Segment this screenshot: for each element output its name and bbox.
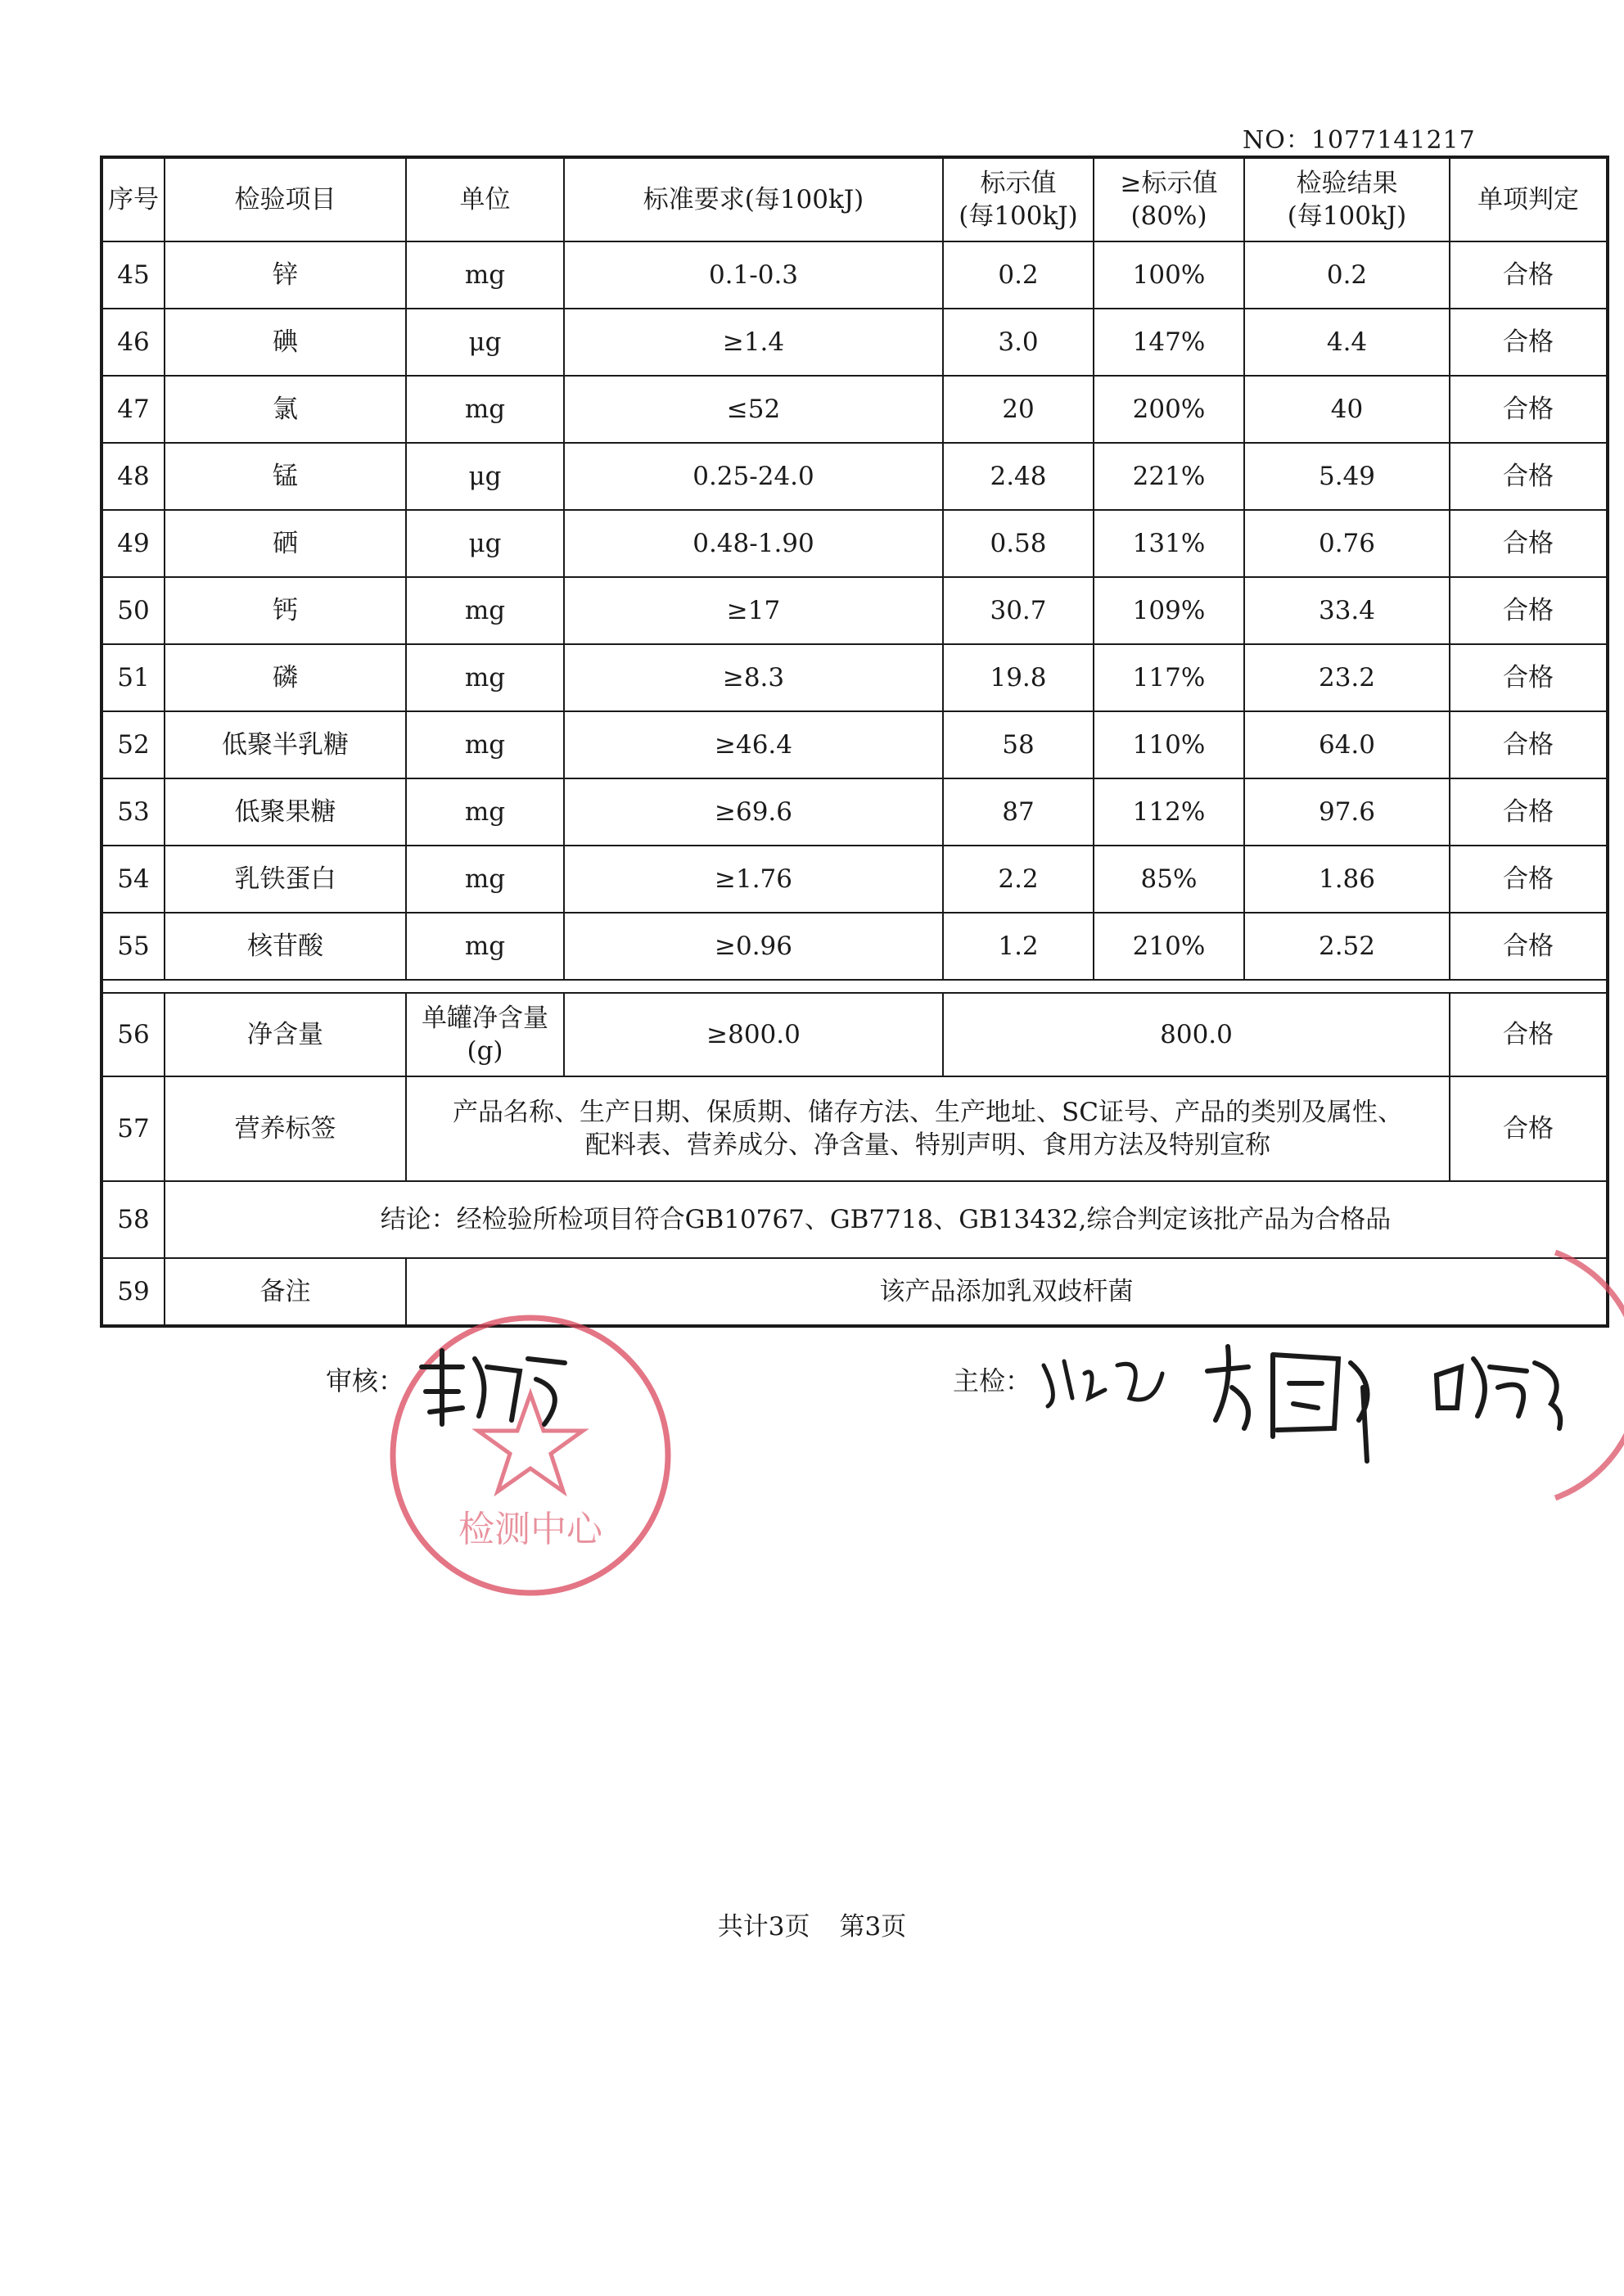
cell-item: 钙: [165, 577, 406, 644]
cell-standard: ≥1.4: [564, 309, 943, 376]
cell-item: 乳铁蛋白: [165, 846, 406, 913]
cell-seq: 45: [102, 241, 165, 309]
cell-label-value: 0.58: [943, 510, 1094, 577]
cell-unit: mg: [406, 644, 564, 711]
cell-item: 低聚半乳糖: [165, 711, 406, 778]
cell-seq: 48: [102, 443, 165, 510]
conclusion-text: 结论：经检验所检项目符合GB10767、GB7718、GB13432,综合判定该批产品为合格品: [165, 1181, 1608, 1258]
cell-ratio: 109%: [1094, 577, 1244, 644]
cell-unit: mg: [406, 778, 564, 846]
cell-unit: 单罐净含量 (g): [406, 993, 564, 1076]
cell-label-value: 0.2: [943, 241, 1094, 309]
header-judgement: 单项判定: [1450, 157, 1608, 241]
cell-item: 营养标签: [165, 1076, 406, 1181]
cell-standard: 0.1-0.3: [564, 241, 943, 309]
cell-label-value: 3.0: [943, 309, 1094, 376]
inspector-signature-2: [1199, 1338, 1387, 1469]
cell-result: 1.86: [1244, 846, 1450, 913]
cell-seq: 58: [102, 1181, 165, 1258]
header-result: 检验结果 (每100kJ): [1244, 157, 1450, 241]
cell-unit: mg: [406, 241, 564, 309]
cell-item: 净含量: [165, 993, 406, 1076]
header-label-value: 标示值 (每100kJ): [943, 157, 1094, 241]
inspector-signature-3: [1428, 1342, 1572, 1432]
cell-standard: ≤52: [564, 376, 943, 443]
table-row: [102, 577, 1608, 644]
report-number-value: 1077141217: [1310, 126, 1476, 155]
cell-label-value: 2.2: [943, 846, 1094, 913]
inspection-table: [100, 156, 1609, 1328]
cell-seq: 54: [102, 846, 165, 913]
cell-judgement: 合格: [1450, 376, 1608, 443]
cell-result: 0.2: [1244, 241, 1450, 309]
table-row: [102, 913, 1608, 980]
cell-unit: mg: [406, 577, 564, 644]
cell-seq: 50: [102, 577, 165, 644]
table-body: [102, 241, 1608, 980]
cell-label-content: 产品名称、生产日期、保质期、储存方法、生产地址、SC证号、产品的类别及属性、 配料表、营养成分、净含量、特别声明、食用方法及特别宣称: [406, 1076, 1450, 1181]
cell-judgement: 合格: [1450, 993, 1608, 1076]
table-row-remark: [102, 1258, 1608, 1326]
gap-cell: [102, 980, 1608, 993]
table-row: [102, 711, 1608, 778]
table-row: [102, 778, 1608, 846]
cell-result: 4.4: [1244, 309, 1450, 376]
page-footer: [0, 1906, 1624, 1942]
cell-item: 低聚果糖: [165, 778, 406, 846]
remark-text: 该产品添加乳双歧杆菌: [406, 1258, 1608, 1326]
cell-unit: mg: [406, 376, 564, 443]
cell-standard: 0.48-1.90: [564, 510, 943, 577]
cell-seq: 53: [102, 778, 165, 846]
inspector-label: 主检：: [953, 1365, 1032, 1396]
cell-label-value: 20: [943, 376, 1094, 443]
header-ratio: ≥标示值 (80%): [1094, 157, 1244, 241]
cell-result: 33.4: [1244, 577, 1450, 644]
cell-judgement: 合格: [1450, 309, 1608, 376]
cell-judgement: 合格: [1450, 241, 1608, 309]
cell-ratio: 210%: [1094, 913, 1244, 980]
cell-result: 5.49: [1244, 443, 1450, 510]
cell-label-value: 58: [943, 711, 1094, 778]
cell-seq: 56: [102, 993, 165, 1076]
table-row: [102, 376, 1608, 443]
table-header: [102, 157, 1608, 241]
cell-seq: 52: [102, 711, 165, 778]
cell-seq: 51: [102, 644, 165, 711]
table-row: [102, 241, 1608, 309]
cell-result: 800.0: [943, 993, 1450, 1076]
cell-standard: ≥800.0: [564, 993, 943, 1076]
cell-seq: 57: [102, 1076, 165, 1181]
header-standard: 标准要求(每100kJ): [564, 157, 943, 241]
cell-ratio: 221%: [1094, 443, 1244, 510]
cell-standard: ≥69.6: [564, 778, 943, 846]
cell-ratio: 131%: [1094, 510, 1244, 577]
cell-result: 0.76: [1244, 510, 1450, 577]
cell-seq: 59: [102, 1258, 165, 1326]
cell-item: 核苷酸: [165, 913, 406, 980]
cell-seq: 47: [102, 376, 165, 443]
cell-ratio: 117%: [1094, 644, 1244, 711]
cell-result: 23.2: [1244, 644, 1450, 711]
remark-label: 备注: [165, 1258, 406, 1326]
cell-unit: μg: [406, 309, 564, 376]
cell-unit: μg: [406, 443, 564, 510]
reviewer-label: 审核：: [326, 1365, 405, 1396]
cell-ratio: 100%: [1094, 241, 1244, 309]
report-number: [1243, 120, 1476, 156]
cell-standard: 0.25-24.0: [564, 443, 943, 510]
table-row-nutrition-label: [102, 1076, 1608, 1181]
table-row: [102, 443, 1608, 510]
cell-ratio: 147%: [1094, 309, 1244, 376]
cell-ratio: 112%: [1094, 778, 1244, 846]
cell-seq: 55: [102, 913, 165, 980]
cell-result: 97.6: [1244, 778, 1450, 846]
cell-standard: ≥8.3: [564, 644, 943, 711]
cell-label-value: 19.8: [943, 644, 1094, 711]
cell-seq: 46: [102, 309, 165, 376]
cell-label-value: 1.2: [943, 913, 1094, 980]
header-unit: 单位: [406, 157, 564, 241]
cell-label-value: 2.48: [943, 443, 1094, 510]
table-row-net-content: [102, 993, 1608, 1076]
cell-ratio: 110%: [1094, 711, 1244, 778]
cell-judgement: 合格: [1450, 913, 1608, 980]
cell-item: 碘: [165, 309, 406, 376]
cell-result: 2.52: [1244, 913, 1450, 980]
report-number-label: NO：: [1243, 126, 1311, 155]
cell-unit: mg: [406, 913, 564, 980]
cell-judgement: 合格: [1450, 778, 1608, 846]
cell-standard: ≥0.96: [564, 913, 943, 980]
cell-item: 锌: [165, 241, 406, 309]
cell-unit: mg: [406, 711, 564, 778]
cell-unit: mg: [406, 846, 564, 913]
cell-judgement: 合格: [1450, 1076, 1608, 1181]
cell-judgement: 合格: [1450, 443, 1608, 510]
cell-seq: 49: [102, 510, 165, 577]
cell-result: 40: [1244, 376, 1450, 443]
stamp-text: 检测中心: [458, 1509, 602, 1550]
table-row: [102, 309, 1608, 376]
table-row: [102, 510, 1608, 577]
table-row: [102, 644, 1608, 711]
cell-item: 锰: [165, 443, 406, 510]
header-seq: 序号: [102, 157, 165, 241]
header-item: 检验项目: [165, 157, 406, 241]
cell-label-value: 30.7: [943, 577, 1094, 644]
page-number: 第3页: [839, 1912, 907, 1942]
reviewer-signature: [413, 1342, 577, 1432]
cell-ratio: 200%: [1094, 376, 1244, 443]
cell-item: 硒: [165, 510, 406, 577]
table-gap: [102, 980, 1608, 993]
cell-ratio: 85%: [1094, 846, 1244, 913]
cell-standard: ≥46.4: [564, 711, 943, 778]
cell-judgement: 合格: [1450, 577, 1608, 644]
cell-judgement: 合格: [1450, 510, 1608, 577]
table-row-conclusion: [102, 1181, 1608, 1258]
cell-item: 氯: [165, 376, 406, 443]
inspector-signature-1: [1040, 1349, 1171, 1414]
cell-judgement: 合格: [1450, 711, 1608, 778]
cell-result: 64.0: [1244, 711, 1450, 778]
cell-label-value: 87: [943, 778, 1094, 846]
cell-standard: ≥1.76: [564, 846, 943, 913]
cell-judgement: 合格: [1450, 846, 1608, 913]
cell-standard: ≥17: [564, 577, 943, 644]
cell-judgement: 合格: [1450, 644, 1608, 711]
cell-unit: μg: [406, 510, 564, 577]
cell-item: 磷: [165, 644, 406, 711]
table-row: [102, 846, 1608, 913]
total-pages: 共计3页: [717, 1912, 810, 1942]
